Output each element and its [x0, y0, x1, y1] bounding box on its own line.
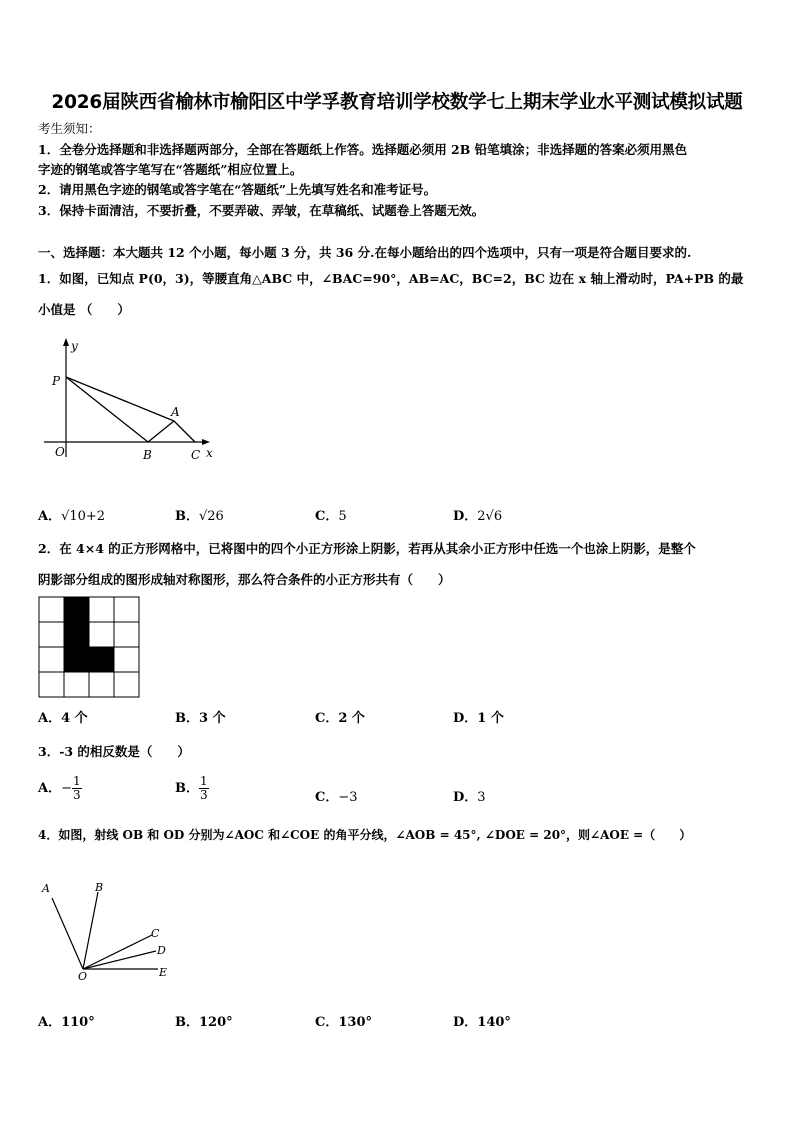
option-sign: −	[61, 781, 72, 796]
q1-stem-line2: 小值是 （ ）	[38, 302, 130, 317]
grid-cell	[89, 622, 114, 647]
notice-item: 3．保持卡面清洁，不要折叠，不要弄破、弄皱，在草稿纸、试题卷上答题无效。	[38, 203, 485, 218]
q3-stem: 3．-3 的相反数是（ ）	[38, 744, 190, 759]
segment-AB	[148, 421, 174, 442]
label-y: y	[71, 339, 78, 353]
notice-heading: 考生须知：	[38, 121, 101, 136]
grid-cell	[39, 622, 64, 647]
q1-option-b[interactable]	[175, 505, 224, 524]
option-label: B．	[175, 1015, 199, 1030]
option-label: C．	[315, 711, 339, 726]
q1-option-c[interactable]	[315, 505, 347, 524]
option-label: A．	[38, 1015, 62, 1030]
option-label: C．	[315, 790, 339, 805]
grid-cell	[89, 672, 114, 697]
q4-stem: 4．如图，射线 OB 和 OD 分别为∠AOC 和∠COE 的角平分线，∠AOB = 45°, ∠DOE = 20°，则∠AOE =（ ）	[38, 828, 692, 842]
option-label: B．	[175, 711, 199, 726]
q2-stem-line1: 2．在 4×4 的正方形网格中，已将图中的四个小正方形涂上阴影，若再从其余小正方形中任选一个也涂上阴影，是整个	[38, 541, 696, 556]
segment-PB	[66, 377, 148, 442]
q3-option-a[interactable]	[38, 775, 82, 802]
option-value: 4 个	[61, 711, 88, 726]
option-value: 120°	[199, 1015, 233, 1030]
q2-option-d[interactable]	[453, 707, 504, 726]
option-value: 140°	[477, 1015, 511, 1030]
label-x: x	[206, 446, 213, 460]
option-label: D．	[453, 711, 478, 726]
grid-cell-shaded	[64, 622, 89, 647]
ray-OD	[83, 951, 156, 969]
option-label: C．	[315, 509, 339, 524]
option-value: √10+2	[61, 509, 106, 524]
label-B: B	[95, 881, 104, 894]
option-value: 2 个	[338, 711, 365, 726]
ray-OA	[52, 898, 83, 969]
fraction-denominator: 3	[73, 788, 81, 802]
q1-stem-line1: 1．如图，已知点 P(0，3)，等腰直角△ABC 中，∠BAC=90°，AB=AC，BC=2，BC 边在 x 轴上滑动时，PA+PB 的最	[38, 271, 744, 286]
notice-item: 字迹的钢笔或答字笔写在“答题纸”相应位置上。	[38, 162, 303, 177]
label-D: D	[157, 944, 166, 957]
x-arrow-icon	[202, 439, 210, 445]
q3-option-c[interactable]	[315, 786, 358, 805]
label-A: A	[42, 882, 50, 895]
option-label: A．	[38, 711, 62, 726]
q3-option-d[interactable]	[453, 786, 486, 805]
q1-option-d[interactable]	[453, 505, 502, 524]
grid-cell	[89, 597, 114, 622]
option-value: 3 个	[199, 711, 226, 726]
grid-cell-shaded	[64, 597, 89, 622]
grid-cell	[64, 672, 89, 697]
page-title: 2026届陕西省榆林市榆阳区中学孚教育培训学校数学七上期末学业水平测试模拟试题	[51, 92, 743, 113]
option-label: D．	[453, 1015, 478, 1030]
fraction	[72, 775, 82, 802]
fraction	[199, 775, 209, 802]
q4-figure	[38, 878, 178, 983]
grid-cell	[39, 672, 64, 697]
grid-cell	[114, 672, 139, 697]
grid-cell	[114, 597, 139, 622]
grid-cell	[114, 622, 139, 647]
option-value: √26	[199, 509, 224, 524]
option-value: 3	[477, 790, 486, 805]
ray-OB	[83, 892, 98, 969]
option-value: 1 个	[477, 711, 504, 726]
option-label: D．	[453, 790, 478, 805]
option-value: −3	[338, 790, 358, 805]
option-label: A．	[38, 509, 62, 524]
label-P: P	[52, 374, 61, 388]
q3-option-b[interactable]	[175, 775, 209, 802]
option-label: B．	[175, 781, 199, 796]
label-B: B	[143, 448, 152, 462]
option-value: 110°	[61, 1015, 95, 1030]
fraction-denominator: 3	[200, 788, 208, 802]
label-O: O	[55, 445, 65, 459]
q2-option-a[interactable]	[38, 707, 88, 726]
q1-figure	[38, 335, 228, 465]
option-label: A．	[38, 781, 62, 796]
q4-option-c[interactable]	[315, 1011, 372, 1030]
fraction-numerator: 1	[200, 774, 208, 788]
segment-PA	[66, 377, 174, 421]
notice-item: 2．请用黑色字迹的钢笔或答字笔在“答题纸”上先填写姓名和准考证号。	[38, 182, 437, 197]
q4-option-a[interactable]	[38, 1011, 95, 1030]
q2-stem-line2: 阴影部分组成的图形成轴对称图形，那么符合条件的小正方形共有（ ）	[38, 572, 451, 587]
q4-option-b[interactable]	[175, 1011, 233, 1030]
label-E: E	[159, 966, 168, 979]
label-C: C	[191, 448, 201, 462]
grid-cell	[39, 647, 64, 672]
grid-cell	[114, 647, 139, 672]
option-label: B．	[175, 509, 199, 524]
label-C: C	[151, 927, 160, 940]
grid-cell	[39, 597, 64, 622]
q1-option-a[interactable]	[38, 505, 105, 524]
option-label: D．	[453, 509, 478, 524]
y-arrow-icon	[63, 338, 69, 346]
fraction-numerator: 1	[73, 774, 81, 788]
q2-option-c[interactable]	[315, 707, 365, 726]
label-O: O	[78, 970, 88, 983]
grid-cell-shaded	[89, 647, 114, 672]
option-label: C．	[315, 1015, 339, 1030]
option-value: 130°	[338, 1015, 372, 1030]
q2-grid	[38, 596, 140, 698]
label-A: A	[171, 405, 180, 419]
option-value: 5	[338, 509, 347, 524]
notice-item: 1．全卷分选择题和非选择题两部分，全部在答题纸上作答。选择题必须用 2B 铅笔填涂；非选择题的答案必须用黑色	[38, 142, 688, 157]
grid-cell-shaded	[64, 647, 89, 672]
section-heading: 一、选择题：本大题共 12 个小题，每小题 3 分，共 36 分.在每小题给出的四个选项中，只有一项是符合题目要求的.	[38, 245, 692, 260]
ray-OC	[83, 935, 152, 969]
q2-option-b[interactable]	[175, 707, 226, 726]
option-value: 2√6	[477, 509, 503, 524]
segment-AC	[174, 421, 195, 442]
q4-option-d[interactable]	[453, 1011, 511, 1030]
